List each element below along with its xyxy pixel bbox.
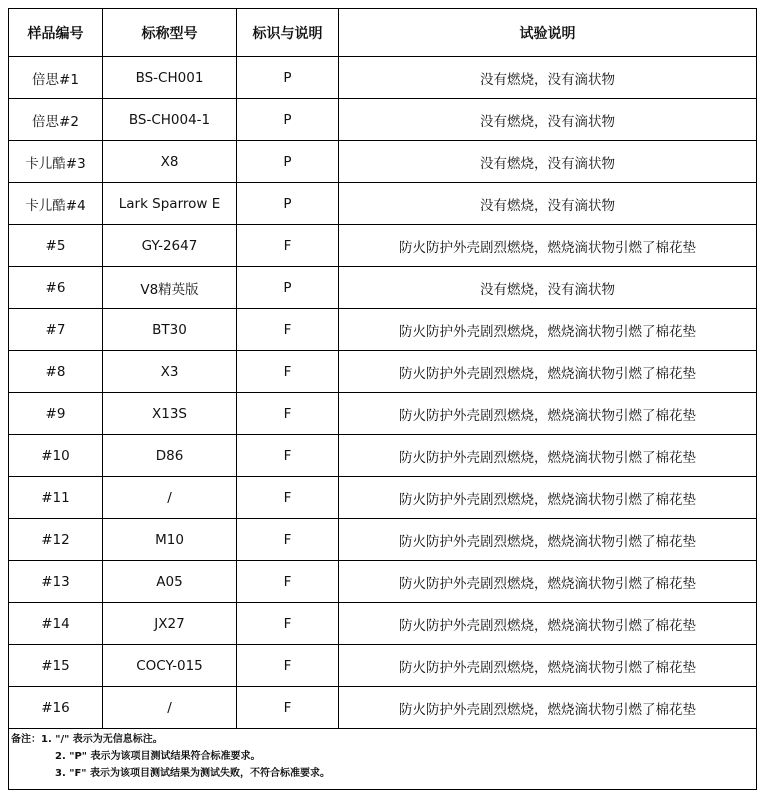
model-cell: BS-CH001 [103, 57, 237, 99]
model-cell: M10 [103, 519, 237, 561]
table-row [9, 393, 757, 435]
mark-cell: F [237, 687, 339, 729]
model-cell: / [103, 687, 237, 729]
test-description-cell: 防火防护外壳剧烈燃烧，燃烧滴状物引燃了棉花垫 [339, 393, 757, 435]
notes-cell [9, 729, 757, 790]
table-row [9, 687, 757, 729]
model-cell: / [103, 477, 237, 519]
model-cell: Lark Sparrow E [103, 183, 237, 225]
sample-id-cell: #15 [9, 645, 103, 687]
note-line-2: 2. "P" 表示为该项目测试结果符合标准要求。 [55, 751, 261, 762]
table-row [9, 141, 757, 183]
test-description-cell: 防火防护外壳剧烈燃烧，燃烧滴状物引燃了棉花垫 [339, 561, 757, 603]
test-description-cell: 防火防护外壳剧烈燃烧，燃烧滴状物引燃了棉花垫 [339, 687, 757, 729]
note-line-3: 3. "F" 表示为该项目测试结果为测试失败，不符合标准要求。 [55, 768, 330, 779]
model-cell: X8 [103, 141, 237, 183]
test-description-cell: 没有燃烧，没有滴状物 [339, 183, 757, 225]
sample-id-cell: #11 [9, 477, 103, 519]
test-results-table [8, 8, 757, 790]
header-mark: 标识与说明 [237, 9, 339, 57]
table-body [9, 57, 757, 729]
sample-id-cell: #12 [9, 519, 103, 561]
test-description-cell: 防火防护外壳剧烈燃烧，燃烧滴状物引燃了棉花垫 [339, 477, 757, 519]
mark-cell: F [237, 645, 339, 687]
table-row [9, 351, 757, 393]
table-row [9, 477, 757, 519]
table-row [9, 603, 757, 645]
table-row [9, 645, 757, 687]
test-description-cell: 防火防护外壳剧烈燃烧，燃烧滴状物引燃了棉花垫 [339, 519, 757, 561]
sample-id-cell: 倍思#2 [9, 99, 103, 141]
mark-cell: F [237, 309, 339, 351]
model-cell: D86 [103, 435, 237, 477]
sample-id-cell: #5 [9, 225, 103, 267]
header-model: 标称型号 [103, 9, 237, 57]
model-cell: A05 [103, 561, 237, 603]
note-line-1: 备注：1. "/" 表示为无信息标注。 [11, 734, 163, 745]
table-row [9, 225, 757, 267]
header-sample-id: 样品编号 [9, 9, 103, 57]
test-description-cell: 没有燃烧，没有滴状物 [339, 99, 757, 141]
mark-cell: F [237, 519, 339, 561]
table-row [9, 561, 757, 603]
model-cell: GY-2647 [103, 225, 237, 267]
mark-cell: F [237, 603, 339, 645]
test-description-cell: 防火防护外壳剧烈燃烧，燃烧滴状物引燃了棉花垫 [339, 351, 757, 393]
model-cell: X3 [103, 351, 237, 393]
model-cell: V8精英版 [103, 267, 237, 309]
test-description-cell: 防火防护外壳剧烈燃烧，燃烧滴状物引燃了棉花垫 [339, 309, 757, 351]
mark-cell: F [237, 477, 339, 519]
mark-cell: P [237, 141, 339, 183]
mark-cell: F [237, 561, 339, 603]
sample-id-cell: 卡儿酷#4 [9, 183, 103, 225]
table-row [9, 519, 757, 561]
test-description-cell: 没有燃烧，没有滴状物 [339, 267, 757, 309]
mark-cell: P [237, 267, 339, 309]
table-row [9, 183, 757, 225]
test-description-cell: 防火防护外壳剧烈燃烧，燃烧滴状物引燃了棉花垫 [339, 603, 757, 645]
mark-cell: F [237, 351, 339, 393]
sample-id-cell: #16 [9, 687, 103, 729]
header-test-description: 试验说明 [339, 9, 757, 57]
notes-row [9, 729, 757, 790]
table-row [9, 309, 757, 351]
sample-id-cell: #13 [9, 561, 103, 603]
model-cell: X13S [103, 393, 237, 435]
test-description-cell: 防火防护外壳剧烈燃烧，燃烧滴状物引燃了棉花垫 [339, 225, 757, 267]
sample-id-cell: 卡儿酷#3 [9, 141, 103, 183]
mark-cell: P [237, 183, 339, 225]
table-row [9, 57, 757, 99]
model-cell: JX27 [103, 603, 237, 645]
header-row [9, 9, 757, 57]
test-description-cell: 防火防护外壳剧烈燃烧，燃烧滴状物引燃了棉花垫 [339, 435, 757, 477]
sample-id-cell: #7 [9, 309, 103, 351]
mark-cell: F [237, 225, 339, 267]
model-cell: BS-CH004-1 [103, 99, 237, 141]
sample-id-cell: #10 [9, 435, 103, 477]
model-cell: COCY-015 [103, 645, 237, 687]
test-description-cell: 没有燃烧，没有滴状物 [339, 141, 757, 183]
sample-id-cell: #14 [9, 603, 103, 645]
model-cell: BT30 [103, 309, 237, 351]
test-results-table-container [8, 8, 756, 790]
table-row [9, 99, 757, 141]
mark-cell: F [237, 393, 339, 435]
sample-id-cell: #8 [9, 351, 103, 393]
test-description-cell: 防火防护外壳剧烈燃烧，燃烧滴状物引燃了棉花垫 [339, 645, 757, 687]
mark-cell: F [237, 435, 339, 477]
sample-id-cell: #6 [9, 267, 103, 309]
table-row [9, 267, 757, 309]
test-description-cell: 没有燃烧，没有滴状物 [339, 57, 757, 99]
mark-cell: P [237, 57, 339, 99]
sample-id-cell: 倍思#1 [9, 57, 103, 99]
sample-id-cell: #9 [9, 393, 103, 435]
mark-cell: P [237, 99, 339, 141]
table-row [9, 435, 757, 477]
